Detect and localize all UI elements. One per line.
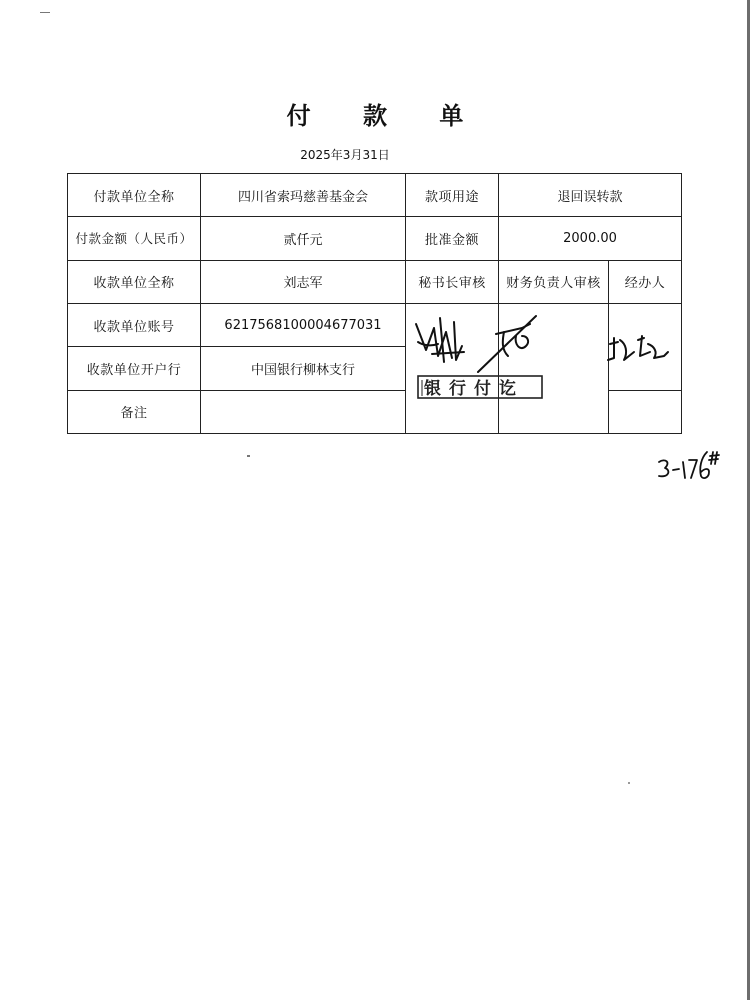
amount-label: 付款金额（人民币） (68, 217, 201, 260)
secretary-review-label: 秘书长审核 (406, 260, 499, 303)
handler-blank-cell (609, 390, 682, 433)
purpose-value: 退回误转款 (499, 174, 682, 217)
finance-signature (478, 316, 536, 372)
scan-speck (247, 455, 250, 457)
payee-account-label: 收款单位账号 (68, 303, 201, 346)
approved-amount-value: 2000.00 (499, 217, 682, 260)
secretary-signature (416, 318, 464, 362)
payee-name-label: 收款单位全称 (68, 260, 201, 303)
svg-text:银行付讫: 银行付讫 (424, 379, 524, 399)
remarks-value (201, 390, 406, 433)
signatures-and-stamp (404, 306, 614, 406)
scan-speck (40, 12, 50, 13)
table-row (68, 174, 682, 217)
scan-speck (628, 782, 630, 784)
approved-amount-label: 批准金额 (406, 217, 499, 260)
handwritten-note (655, 448, 725, 488)
finance-review-label: 财务负责人审核 (499, 260, 609, 303)
document-date: 2025年3月31日 (300, 148, 390, 162)
payee-account-value: 6217568100004677031 (201, 303, 406, 346)
payer-name-label: 付款单位全称 (68, 174, 201, 217)
remarks-label: 备注 (68, 390, 201, 433)
payee-bank-value: 中国银行柳林支行 (201, 347, 406, 390)
table-row (68, 217, 682, 260)
purpose-label: 款项用途 (406, 174, 499, 217)
document-title: 付 款 单 (286, 102, 486, 130)
payer-name-value: 四川省索玛慈善基金会 (201, 174, 406, 217)
payee-bank-label: 收款单位开户行 (68, 347, 201, 390)
table-row (68, 260, 682, 303)
handler-signature (604, 330, 674, 370)
amount-cn-value: 贰仟元 (201, 217, 406, 260)
handler-label: 经办人 (609, 260, 682, 303)
payee-name-value: 刘志军 (201, 260, 406, 303)
